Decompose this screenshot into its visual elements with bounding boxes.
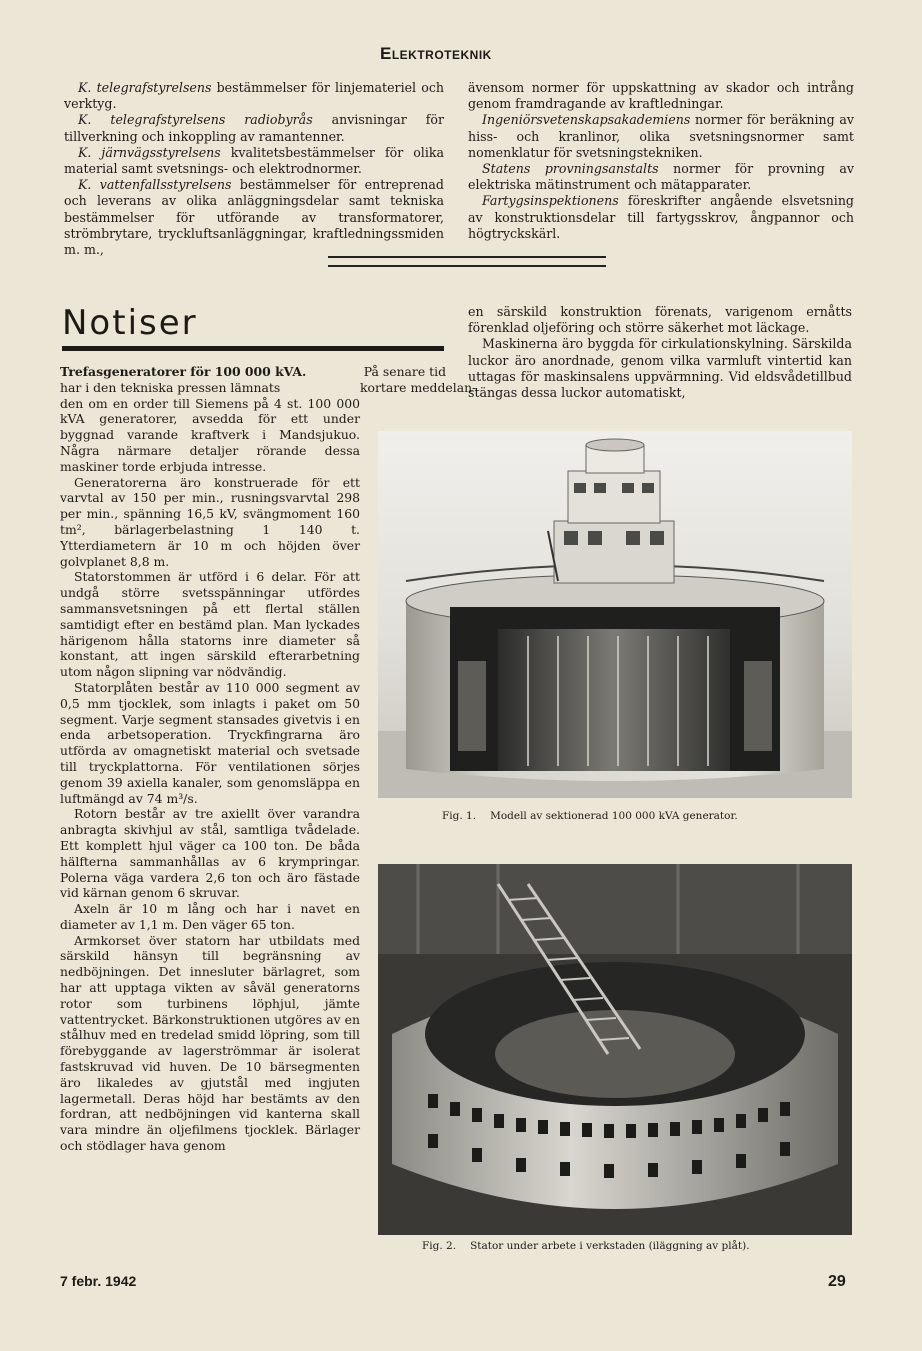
article-lead-body: den om en order till Siemens på 4 st. 100 000 kVA generatorer, avsedda för ett under byggnad varande kraftverk i Mandsjukuo. Några närmare detaljer rörande dessa maskiner torde erbjuda intresse.	[60, 395, 360, 474]
article-paragraph: Statorstommen är utförd i 6 delar. För att undgå större svetsspänningar utfördes sammansvetsningen på ett flertal ställen samtidigt efter en bestämd plan. Man lyckades härigenom hålla statorns inre diameter så konstant, att ingen särskild efterarbetning utom någon slipning var nödvändig.	[60, 569, 360, 680]
figure-2-caption	[422, 1240, 750, 1252]
regulation-item: K. vattenfallsstyrelsens bestämmelser för entreprenad och leverans av olika anläggningsdelar samt tekniska bestämmelser för utförande av transformatorer, strömbrytare, tryckluftsanläggningar, kraftledningssmiden m. m.,	[64, 177, 444, 258]
figure-1-caption	[442, 810, 738, 822]
regulation-item: K. telegrafstyrelsens bestämmelser för linjemateriel och verktyg.	[64, 80, 444, 112]
top-right-column	[468, 80, 854, 242]
section-title-rule	[62, 346, 444, 351]
article-paragraph: Rotorn består av tre axiellt över varandra anbragta skivhjul av stål, samtliga tvådelade. Ett komplett hjul väger ca 100 ton. De båda hälfterna sammanhållas av 6 krympringar. Polerna väga vardera 2,6 ton och äro fästade vid kärnan genom 6 skruvar.	[60, 806, 360, 901]
generator-model-illustration	[378, 431, 852, 798]
overhang-line: kortare meddelan-	[360, 379, 477, 395]
figure-label: Fig. 1.	[442, 810, 477, 822]
running-header: Elektroteknik	[380, 44, 492, 63]
section-title: Notiser	[62, 303, 198, 343]
regulation-item: Fartygsinspektionens föreskrifter angående elsvetsning av konstruktionsdelar till fartygsskrov, ångpannor och högtryckskärl.	[468, 193, 854, 241]
article-paragraph: Generatorerna äro konstruerade för ett varvtal av 150 per min., rusningsvarvtal 298 per min., spänning 16,5 kV, svängmoment 160 tm², bärlagerbelastning 1 140 t. Ytterdiametern är 10 m och höjden över golvplanet 8,8 m.	[60, 474, 360, 569]
regulation-item: Statens provningsanstalts normer för provning av elektriska mätinstrument och mätapparater.	[468, 161, 854, 193]
figure-label: Fig. 2.	[422, 1240, 457, 1252]
figure-caption-text: Stator under arbete i verkstaden (iläggning av plåt).	[470, 1240, 750, 1252]
article-right-column	[468, 304, 852, 401]
overhang-line: På senare tid	[363, 364, 446, 379]
regulation-item: K. järnvägsstyrelsens kvalitetsbestämmelser för olika material samt svetsnings- och elektrodnormer.	[64, 144, 444, 177]
article-paragraph: Armkorset över statorn har utbildats med särskild hänsyn till begränsning av nedböjningen. Det innesluter bärlagret, som har att upptaga vikten av såväl generatorns rotor som turbinens löphjul, jämte vattentrycket. Bärkonstruktionen utgöres av en stålhuv med en tredelad smidd löpring, som till förebyggande av lagerströmmar är isolerat fastskruvad vid huven. De 10 bärsegmenten äro likaledes av gjutstål med ingjuten lagermetall. Deras höjd har bestämts av den fordran, att nedböjningen vid kanterna skall vara mindre än oljefilmens tjocklek. Bärlager och stödlager hava genom	[60, 932, 360, 1154]
article-lead-line: har i den tekniska pressen lämnats	[60, 379, 281, 395]
article-paragraph: Maskinerna äro byggda för cirkulationskylning. Särskilda luckor äro anordnade, genom vilka varmluft vintertid kan uttagas för maskinsalens uppvärmning. Vid eldsvådetillbud stängas dessa luckor automatiskt,	[468, 336, 852, 401]
article-paragraph: Statorplåten består av 110 000 segment av 0,5 mm tjocklek, som inlagts i paket om 50 segment. Varje segment stansades givetvis i en enda arbetsoperation. Tryckfingrarna äro utförda av omagnetiskt material och svetsade till tryckplattorna. För ventilationen sörjes genom 39 axiella kanaler, som genomsläppa en luftmängd av 74 m³/s.	[60, 679, 360, 806]
page-number: 29	[828, 1273, 846, 1290]
article-headline: Trefasgeneratorer för 100 000 kVA.	[60, 364, 307, 379]
issue-date: 7 febr. 1942	[60, 1273, 137, 1289]
continuation-text: ävensom normer för uppskattning av skador och intrång genom framdragande av kraftledningar.	[468, 80, 854, 112]
article-paragraph: en särskild konstruktion förenats, varigenom ernåtts förenklad oljeföring och större säkerhet mot läckage.	[468, 304, 852, 336]
regulation-item: K. telegrafstyrelsens radiobyrås anvisningar för tillverkning och inkoppling av ramantenner.	[64, 112, 444, 144]
article-paragraph: Axeln är 10 m lång och har i navet en diameter av 1,1 m. Den väger 65 ton.	[60, 901, 360, 932]
figure-2-stator-workshop	[378, 864, 852, 1235]
figure-1-generator-model	[378, 431, 852, 798]
top-left-column	[64, 80, 444, 258]
article-lead-overhang	[360, 364, 477, 396]
article-lead	[60, 364, 360, 380]
section-divider	[328, 256, 606, 267]
article-left-column	[60, 364, 360, 1154]
figure-caption-text: Modell av sektionerad 100 000 kVA generator.	[490, 810, 738, 822]
regulation-item: Ingeniörsvetenskapsakademiens normer för beräkning av hiss- och kranlinor, olika svetsningsnormer samt nomenklatur för svetsningstekniken.	[468, 112, 854, 160]
stator-photo-illustration	[378, 864, 852, 1235]
